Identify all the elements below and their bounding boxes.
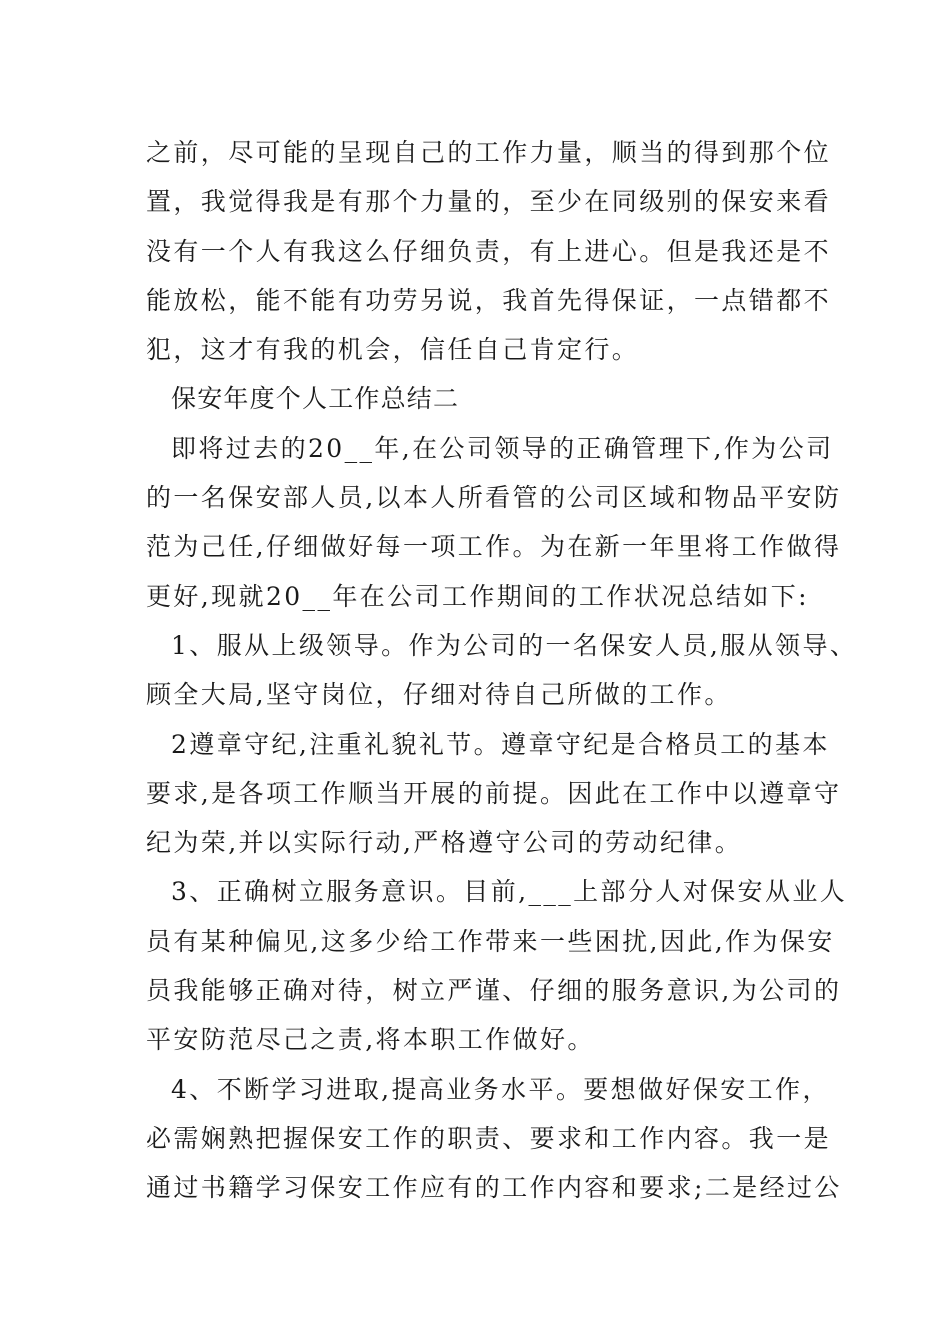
text-line: 纪为荣,并以实际行动,严格遵守公司的劳动纪律。: [146, 828, 743, 858]
text-line: 4、不断学习进取,提高业务水平。要想做好保安工作，: [171, 1074, 830, 1104]
text-line: 顾全大局,坚守岗位，仔细对待自己所做的工作。: [146, 680, 732, 710]
text-line: 能放松，能不能有功劳另说，我首先得保证，一点错都不: [146, 285, 832, 315]
text-line: 置，我觉得我是有那个力量的，至少在同级别的保安来看: [146, 187, 832, 217]
document-body: [146, 128, 858, 1213]
text-line: 通过书籍学习保安工作应有的工作内容和要求;二是经过公: [146, 1173, 842, 1203]
text-line: 犯，这才有我的机会，信任自己肯定行。: [146, 335, 640, 365]
text-line: 必需娴熟把握保安工作的职责、要求和工作内容。我一是: [146, 1123, 832, 1153]
section-heading: 保安年度个人工作总结二: [171, 384, 460, 414]
text-line: 员我能够正确对待，树立严谨、仔细的服务意识,为公司的: [146, 976, 842, 1006]
text-line: 2遵章守纪,注重礼貌礼节。遵章守纪是合格员工的基本: [171, 729, 830, 759]
text-line: 1、服从上级领导。作为公司的一名保安人员,服从领导、: [171, 630, 858, 660]
text-line: 的一名保安部人员,以本人所看管的公司区域和物品平安防: [146, 483, 842, 513]
text-line: 即将过去的20__年,在公司领导的正确管理下,作为公司: [171, 433, 834, 463]
text-line: 范为己任,仔细做好每一项工作。为在新一年里将工作做得: [146, 532, 842, 562]
text-line: 3、正确树立服务意识。目前,___上部分人对保安从业人: [171, 877, 848, 907]
text-line: 之前，尽可能的呈现自己的工作力量，顺当的得到那个位: [146, 138, 832, 167]
text-line: 更好,现就20__年在公司工作期间的工作状况总结如下:: [146, 581, 809, 611]
text-line: 平安防范尽己之责,将本职工作做好。: [146, 1025, 595, 1055]
text-line: 没有一个人有我这么仔细负责，有上进心。但是我还是不: [146, 236, 832, 266]
text-line: 员有某种偏见,这多少给工作带来一些困扰,因此,作为保安: [146, 926, 835, 956]
text-line: 要求,是各项工作顺当开展的前提。因此在工作中以遵章守: [146, 778, 842, 808]
